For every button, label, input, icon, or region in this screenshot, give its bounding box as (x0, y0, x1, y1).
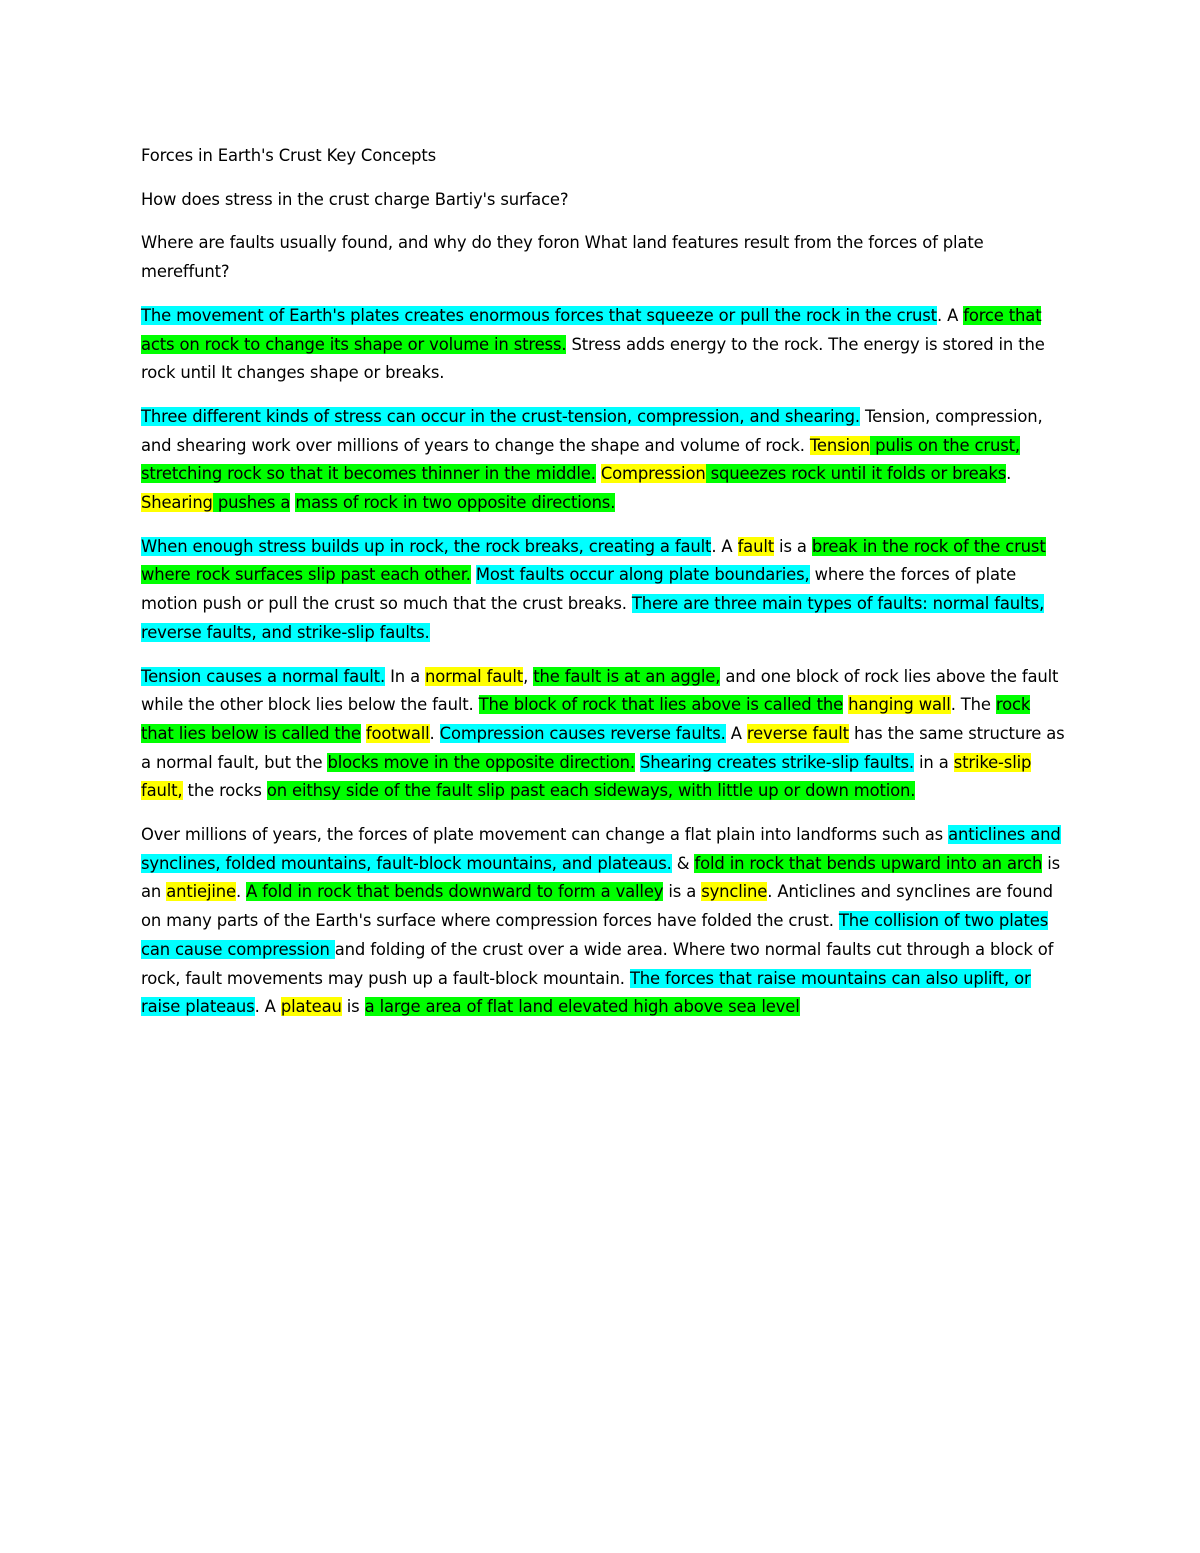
highlight-green: break in the rock of the crust where rock surfaces slip past each other. (141, 536, 1046, 585)
document-title: Forces in Earth's Crust Key Concepts (141, 146, 437, 165)
text-segment: . The (950, 695, 996, 715)
highlight-green: rock that lies below is called the (141, 695, 1031, 743)
paragraph-p5 (141, 821, 1066, 1022)
text-segment: and folding of the crust over a wide area. Where two normal faults cut through a block of rock, fault movements may push up a fault-block mountain. (141, 939, 1054, 988)
highlight-yellow: normal fault (425, 666, 524, 686)
highlight-yellow: Tension (809, 435, 871, 455)
highlight-cyan: The movement of Earth's plates creates enormous forces that squeeze or pull the rock in the crust (141, 305, 937, 325)
highlight-green: A fold in rock that bends downward to form a valley (246, 882, 664, 902)
paragraph-p4 (141, 663, 1066, 807)
text-segment: Over millions of years, the forces of plate movement can change a flat plain into landforms such as (141, 825, 949, 845)
text-segment: . (235, 882, 247, 902)
highlight-cyan: Compression causes reverse faults. (439, 723, 726, 743)
text-segment: is a (663, 882, 702, 902)
highlight-yellow: syncline (701, 882, 768, 902)
highlight-green: the fault is at an aggle, (533, 666, 721, 686)
highlight-green: force that acts on rock to change its shape or volume in stress. (141, 305, 1042, 354)
text-segment: . A (936, 305, 964, 325)
text-segment: is a (774, 536, 812, 556)
highlight-cyan: There are three main types of faults: normal faults, reverse faults, and strike-slip faults. (141, 594, 1045, 642)
paragraph-p3 (141, 533, 1066, 648)
paragraph-p2 (141, 403, 1066, 518)
text-segment: . (1006, 464, 1012, 484)
highlight-yellow: antiejine (166, 882, 236, 902)
text-segment: Tension, compression, and shearing work over millions of years to change the shape and volume of rock. (141, 406, 1043, 455)
text-segment: . A (711, 536, 738, 556)
highlight-green: The block of rock that lies above is called the (478, 695, 844, 715)
highlight-green: squeezes rock until it folds or breaks (705, 464, 1007, 484)
paragraph-p1 (141, 302, 1066, 388)
document-body (141, 142, 1066, 1037)
highlight-green: on eithsy side of the fault slip past each sideways, with little up or down motion. (266, 781, 916, 801)
text-segment: in a (913, 752, 954, 772)
text-segment: . A (254, 997, 281, 1017)
highlight-yellow: plateau (280, 997, 342, 1017)
text-segment: and one block of rock lies above the fault while the other block lies below the fault. (141, 666, 1059, 715)
question-faults: Where are faults usually found, and why do they foron What land features result from the forces of plate mereffunt? (141, 233, 984, 282)
question-stress: How does stress in the crust charge Bartiy's surface? (141, 189, 569, 209)
highlight-yellow: Shearing (141, 493, 213, 513)
highlight-cyan: Three different kinds of stress can occur in the crust-tension, compression, and shearing. (141, 406, 860, 426)
highlight-yellow: Compression (600, 464, 706, 484)
highlight-yellow: fault (737, 536, 774, 556)
highlight-cyan: When enough stress builds up in rock, the rock breaks, creating a fault (141, 536, 712, 556)
highlight-cyan: Shearing creates strike-slip faults. (640, 752, 914, 772)
text-segment: Stress adds energy to the rock. The energy is stored in the rock until It changes shape or breaks. (141, 334, 1045, 383)
text-segment: . (429, 723, 440, 743)
highlight-green: a large area of flat land elevated high above sea level (364, 997, 800, 1017)
highlight-green: pushes a (212, 493, 291, 513)
text-segment: is an (141, 853, 1061, 902)
text-segment: & (671, 853, 695, 873)
highlight-green: mass of rock in two opposite directions. (295, 493, 616, 513)
paragraph-list (141, 302, 1066, 1022)
text-segment: , (523, 666, 534, 686)
highlight-yellow: footwall (365, 723, 430, 743)
text-segment: where the forces of plate motion push or pull the crust so much that the crust breaks. (141, 565, 1017, 614)
highlight-green: pulis on the crust, stretching rock so that it becomes thinner in the middle. (141, 435, 1020, 484)
text-segment: . Anticlines and synclines are found on many parts of the Earth's surface where compression forces have folded the crust. (141, 882, 1053, 931)
highlight-cyan: Tension causes a normal fault. (141, 666, 386, 686)
highlight-yellow: hanging wall (848, 695, 951, 715)
highlight-green: fold in rock that bends upward into an arch (694, 853, 1043, 873)
text-segment: In a (385, 666, 426, 686)
highlight-yellow: reverse fault (746, 723, 849, 743)
text-segment: the rocks (182, 781, 267, 801)
text-segment: is (341, 997, 365, 1017)
highlight-cyan: Most faults occur along plate boundaries, (475, 565, 810, 585)
highlight-yellow: strike-slip fault, (141, 752, 1032, 801)
highlight-cyan: anticlines and synclines, folded mountains, fault-block mountains, and plateaus. (141, 825, 1061, 873)
text-segment: A (725, 723, 747, 743)
text-segment: has the same structure as a normal fault, but the (141, 723, 1065, 772)
highlight-cyan: The collision of two plates can cause compression (141, 911, 1049, 959)
highlight-green: blocks move in the opposite direction. (327, 752, 635, 772)
highlight-cyan: The forces that raise mountains can also uplift, or raise plateaus (141, 968, 1031, 1017)
